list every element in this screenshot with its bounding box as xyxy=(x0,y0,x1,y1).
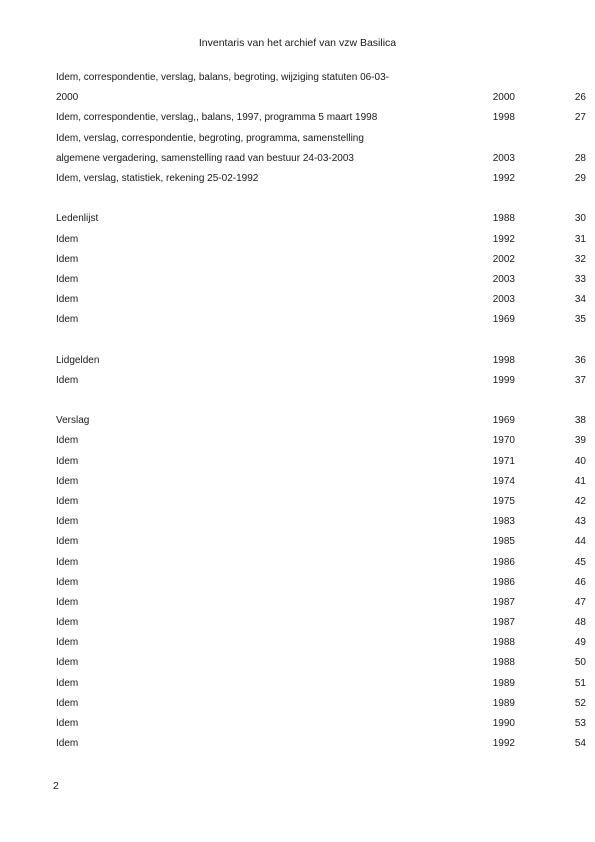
inventory-row xyxy=(56,233,586,253)
page-header: Inventaris van het archief van vzw Basilica xyxy=(198,37,397,49)
item-number: 26 xyxy=(574,92,586,104)
item-description: Verslag xyxy=(56,415,90,427)
item-description: Idem xyxy=(56,617,79,629)
inventory-row xyxy=(56,132,536,152)
item-year: 1989 xyxy=(492,677,515,689)
inventory-row xyxy=(56,152,586,172)
item-year: 1988 xyxy=(492,637,515,649)
item-description: Idem xyxy=(56,516,79,528)
group-separator xyxy=(56,333,536,353)
inventory-row xyxy=(56,273,586,293)
inventory-row xyxy=(56,677,586,697)
item-description: Idem xyxy=(56,596,79,608)
inventory-row xyxy=(56,414,586,434)
item-number: 51 xyxy=(574,677,586,689)
item-description: Idem xyxy=(56,253,79,265)
item-number: 38 xyxy=(574,415,586,427)
inventory-row xyxy=(56,495,586,515)
inventory-row xyxy=(56,737,586,757)
group-separator xyxy=(56,394,536,414)
item-description: Idem xyxy=(56,294,79,306)
inventory-group xyxy=(56,414,586,757)
inventory-row xyxy=(56,172,586,192)
item-number: 47 xyxy=(574,596,586,608)
item-year: 1990 xyxy=(492,718,515,729)
inventory-row xyxy=(56,313,586,333)
item-description: Idem xyxy=(56,273,79,285)
item-number: 36 xyxy=(574,354,586,366)
item-number: 28 xyxy=(574,152,586,164)
item-description: Idem, correspondentie, verslag, balans, begroting, wijziging statuten 06-03- xyxy=(56,72,389,83)
item-description: Idem xyxy=(56,314,79,326)
item-description: Idem xyxy=(56,455,79,467)
inventory-group xyxy=(56,212,586,333)
item-year: 1970 xyxy=(492,435,515,447)
item-year: 1998 xyxy=(492,354,515,366)
inventory-row xyxy=(56,717,586,737)
item-year: 2003 xyxy=(492,152,515,164)
item-year: 1992 xyxy=(492,738,515,750)
group-separator xyxy=(56,192,536,212)
item-year: 1992 xyxy=(492,233,515,245)
inventory-row xyxy=(56,636,586,656)
item-number: 35 xyxy=(574,314,586,326)
item-number: 27 xyxy=(574,112,586,124)
item-number: 42 xyxy=(574,495,586,507)
item-number: 31 xyxy=(574,233,586,245)
inventory-row xyxy=(56,434,586,454)
item-description: Idem, correspondentie, verslag,, balans, 1997, programma 5 maart 1998 xyxy=(56,112,378,124)
item-year: 2003 xyxy=(492,294,515,306)
item-number: 37 xyxy=(574,374,586,386)
item-description: algemene vergadering, samenstelling raad van bestuur 24-03-2003 xyxy=(56,152,354,164)
item-description: 2000 xyxy=(56,92,79,104)
item-year: 1969 xyxy=(492,314,515,326)
inventory-row xyxy=(56,656,586,676)
item-description: Ledenlijst xyxy=(56,213,99,225)
inventory-row xyxy=(56,515,586,535)
item-description: Idem xyxy=(56,677,79,689)
item-description: Lidgelden xyxy=(56,354,100,366)
item-year: 1988 xyxy=(492,657,515,669)
inventory-row xyxy=(56,293,586,313)
inventory-row xyxy=(56,91,586,111)
item-year: 1983 xyxy=(492,516,515,528)
inventory-row xyxy=(56,596,586,616)
item-year: 1971 xyxy=(492,455,515,467)
inventory-list xyxy=(56,71,586,757)
item-number: 34 xyxy=(574,294,586,306)
item-description: Idem xyxy=(56,233,79,245)
inventory-row xyxy=(56,616,586,636)
item-year: 1987 xyxy=(492,617,515,629)
item-year: 1969 xyxy=(492,415,515,427)
item-description: Idem xyxy=(56,556,79,568)
inventory-row xyxy=(56,475,586,495)
inventory-row xyxy=(56,576,586,596)
item-year: 1989 xyxy=(492,697,515,709)
item-number: 33 xyxy=(574,273,586,285)
inventory-row xyxy=(56,697,586,717)
inventory-row xyxy=(56,455,586,475)
inventory-row xyxy=(56,374,586,394)
item-description: Idem xyxy=(56,475,79,487)
item-number: 44 xyxy=(574,536,586,548)
inventory-row xyxy=(56,212,586,232)
item-year: 2002 xyxy=(492,253,515,265)
item-description: Idem xyxy=(56,576,79,588)
item-description: Idem xyxy=(56,738,79,750)
item-number: 39 xyxy=(574,435,586,447)
item-number: 32 xyxy=(574,253,586,265)
inventory-row xyxy=(56,354,586,374)
item-year: 1988 xyxy=(492,213,515,225)
item-year: 1975 xyxy=(492,495,515,507)
inventory-row xyxy=(56,535,586,555)
inventory-row xyxy=(56,253,586,273)
item-year: 2003 xyxy=(492,273,515,285)
item-description: Idem xyxy=(56,435,79,447)
item-year: 1985 xyxy=(492,536,515,548)
item-description: Idem xyxy=(56,718,79,729)
item-year: 1986 xyxy=(492,576,515,588)
item-description: Idem xyxy=(56,495,79,507)
item-year: 1986 xyxy=(492,556,515,568)
item-number: 41 xyxy=(574,475,586,487)
item-year: 1992 xyxy=(492,172,515,184)
item-description: Idem, verslag, correspondentie, begroting, programma, samenstelling xyxy=(56,132,364,144)
inventory-group xyxy=(56,354,586,394)
inventory-group xyxy=(56,71,586,192)
item-number: 50 xyxy=(574,657,586,669)
item-year: 1998 xyxy=(492,112,515,124)
item-number: 30 xyxy=(574,213,586,225)
item-number: 54 xyxy=(574,738,586,750)
item-year: 1999 xyxy=(492,374,515,386)
inventory-row xyxy=(56,71,536,91)
item-number: 53 xyxy=(574,718,586,729)
inventory-row xyxy=(56,556,586,576)
item-description: Idem xyxy=(56,536,79,548)
item-description: Idem, verslag, statistiek, rekening 25-02-1992 xyxy=(56,172,259,184)
item-number: 48 xyxy=(574,617,586,629)
item-year: 1974 xyxy=(492,475,515,487)
item-number: 46 xyxy=(574,576,586,588)
inventory-row xyxy=(56,111,586,131)
item-description: Idem xyxy=(56,657,79,669)
page-number: 2 xyxy=(53,780,59,792)
item-description: Idem xyxy=(56,374,79,386)
item-number: 40 xyxy=(574,455,586,467)
item-number: 43 xyxy=(574,516,586,528)
item-number: 45 xyxy=(574,556,586,568)
item-description: Idem xyxy=(56,697,79,709)
item-number: 52 xyxy=(574,697,586,709)
item-description: Idem xyxy=(56,637,79,649)
item-year: 2000 xyxy=(492,92,515,104)
item-number: 49 xyxy=(574,637,586,649)
item-year: 1987 xyxy=(492,596,515,608)
item-number: 29 xyxy=(574,172,586,184)
